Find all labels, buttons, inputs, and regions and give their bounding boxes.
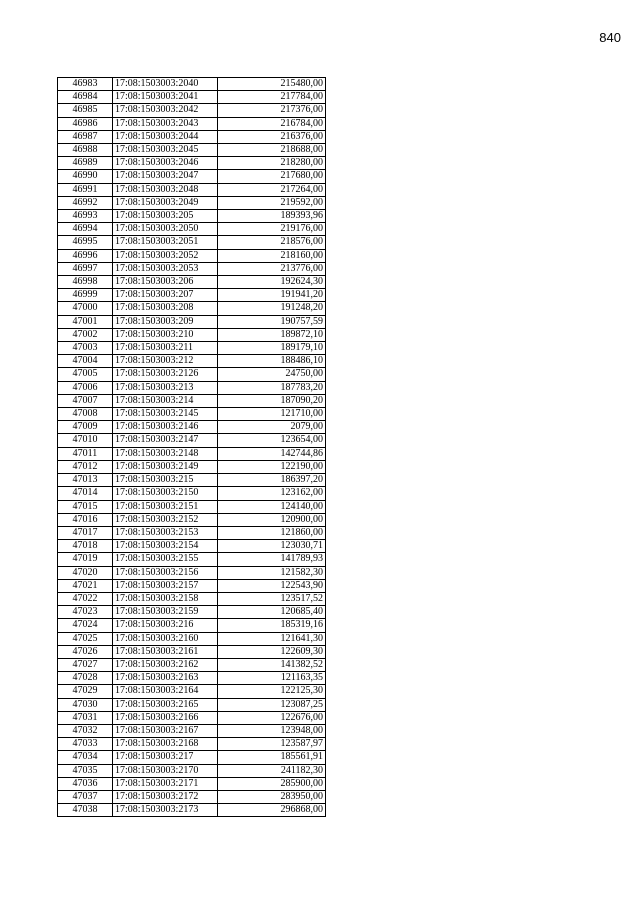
table-row bbox=[58, 804, 326, 817]
table-row bbox=[58, 460, 326, 473]
row-number-cell: 46989 bbox=[58, 157, 113, 170]
cadastral-value-cell: 187090,20 bbox=[218, 394, 326, 407]
cadastral-value-cell: 185561,91 bbox=[218, 751, 326, 764]
cadastral-number-cell: 17:08:1503003:2161 bbox=[113, 645, 218, 658]
cadastral-value-cell: 122125,30 bbox=[218, 685, 326, 698]
cadastral-number-cell: 17:08:1503003:2160 bbox=[113, 632, 218, 645]
table-row bbox=[58, 302, 326, 315]
table-row bbox=[58, 262, 326, 275]
table-row bbox=[58, 421, 326, 434]
cadastral-value-cell: 123948,00 bbox=[218, 724, 326, 737]
cadastral-number-cell: 17:08:1503003:214 bbox=[113, 394, 218, 407]
cadastral-value-cell: 122609,30 bbox=[218, 645, 326, 658]
row-number-cell: 46993 bbox=[58, 210, 113, 223]
row-number-cell: 47019 bbox=[58, 553, 113, 566]
cadastral-number-cell: 17:08:1503003:2126 bbox=[113, 368, 218, 381]
table-row bbox=[58, 500, 326, 513]
table-row bbox=[58, 632, 326, 645]
table-row bbox=[58, 777, 326, 790]
cadastral-number-cell: 17:08:1503003:2168 bbox=[113, 738, 218, 751]
cadastral-value-cell: 142744,86 bbox=[218, 447, 326, 460]
table-row bbox=[58, 698, 326, 711]
cadastral-value-cell: 283950,00 bbox=[218, 790, 326, 803]
row-number-cell: 47004 bbox=[58, 355, 113, 368]
cadastral-value-cell: 120900,00 bbox=[218, 513, 326, 526]
table-row bbox=[58, 78, 326, 91]
cadastral-value-cell: 241182,30 bbox=[218, 764, 326, 777]
cadastral-number-cell: 17:08:1503003:207 bbox=[113, 289, 218, 302]
cadastral-number-cell: 17:08:1503003:2047 bbox=[113, 170, 218, 183]
table-body bbox=[58, 78, 326, 817]
cadastral-value-cell: 216376,00 bbox=[218, 130, 326, 143]
table-row bbox=[58, 315, 326, 328]
row-number-cell: 47017 bbox=[58, 526, 113, 539]
cadastral-number-cell: 17:08:1503003:2052 bbox=[113, 249, 218, 262]
cadastral-number-cell: 17:08:1503003:2148 bbox=[113, 447, 218, 460]
table-row bbox=[58, 170, 326, 183]
cadastral-number-cell: 17:08:1503003:206 bbox=[113, 276, 218, 289]
table-row bbox=[58, 355, 326, 368]
cadastral-number-cell: 17:08:1503003:2165 bbox=[113, 698, 218, 711]
cadastral-value-cell: 217376,00 bbox=[218, 104, 326, 117]
cadastral-number-cell: 17:08:1503003:217 bbox=[113, 751, 218, 764]
row-number-cell: 46992 bbox=[58, 196, 113, 209]
table-row bbox=[58, 751, 326, 764]
row-number-cell: 46998 bbox=[58, 276, 113, 289]
row-number-cell: 47002 bbox=[58, 328, 113, 341]
row-number-cell: 47012 bbox=[58, 460, 113, 473]
row-number-cell: 47001 bbox=[58, 315, 113, 328]
cadastral-value-cell: 189872,10 bbox=[218, 328, 326, 341]
table-row bbox=[58, 513, 326, 526]
row-number-cell: 46984 bbox=[58, 91, 113, 104]
row-number-cell: 47015 bbox=[58, 500, 113, 513]
cadastral-number-cell: 17:08:1503003:2159 bbox=[113, 606, 218, 619]
cadastral-number-cell: 17:08:1503003:2040 bbox=[113, 78, 218, 91]
table-row bbox=[58, 685, 326, 698]
cadastral-number-cell: 17:08:1503003:2149 bbox=[113, 460, 218, 473]
table-row bbox=[58, 526, 326, 539]
cadastral-value-cell: 187783,20 bbox=[218, 381, 326, 394]
cadastral-value-cell: 121860,00 bbox=[218, 526, 326, 539]
cadastral-number-cell: 17:08:1503003:2166 bbox=[113, 711, 218, 724]
row-number-cell: 47006 bbox=[58, 381, 113, 394]
cadastral-number-cell: 17:08:1503003:2163 bbox=[113, 672, 218, 685]
cadastral-value-cell: 213776,00 bbox=[218, 262, 326, 275]
table-row bbox=[58, 368, 326, 381]
row-number-cell: 47022 bbox=[58, 592, 113, 605]
page-number: 840 bbox=[599, 30, 621, 45]
cadastral-value-cell: 218688,00 bbox=[218, 144, 326, 157]
row-number-cell: 46996 bbox=[58, 249, 113, 262]
cadastral-value-cell: 141382,52 bbox=[218, 658, 326, 671]
cadastral-number-cell: 17:08:1503003:2051 bbox=[113, 236, 218, 249]
table-row bbox=[58, 540, 326, 553]
cadastral-number-cell: 17:08:1503003:215 bbox=[113, 474, 218, 487]
cadastral-value-cell: 191941,20 bbox=[218, 289, 326, 302]
row-number-cell: 47033 bbox=[58, 738, 113, 751]
row-number-cell: 47018 bbox=[58, 540, 113, 553]
table-row bbox=[58, 104, 326, 117]
table-row bbox=[58, 210, 326, 223]
row-number-cell: 47011 bbox=[58, 447, 113, 460]
table-row bbox=[58, 157, 326, 170]
cadastral-value-cell: 285900,00 bbox=[218, 777, 326, 790]
cadastral-value-cell: 121582,30 bbox=[218, 566, 326, 579]
cadastral-value-table bbox=[57, 77, 326, 817]
row-number-cell: 47023 bbox=[58, 606, 113, 619]
row-number-cell: 47000 bbox=[58, 302, 113, 315]
cadastral-value-cell: 217264,00 bbox=[218, 183, 326, 196]
table-row bbox=[58, 381, 326, 394]
row-number-cell: 47013 bbox=[58, 474, 113, 487]
cadastral-number-cell: 17:08:1503003:2158 bbox=[113, 592, 218, 605]
cadastral-number-cell: 17:08:1503003:208 bbox=[113, 302, 218, 315]
row-number-cell: 47010 bbox=[58, 434, 113, 447]
cadastral-number-cell: 17:08:1503003:2155 bbox=[113, 553, 218, 566]
table-row bbox=[58, 342, 326, 355]
table-row bbox=[58, 724, 326, 737]
table-row bbox=[58, 249, 326, 262]
cadastral-value-cell: 123030,71 bbox=[218, 540, 326, 553]
cadastral-number-cell: 17:08:1503003:2045 bbox=[113, 144, 218, 157]
table-row bbox=[58, 236, 326, 249]
table-row bbox=[58, 764, 326, 777]
cadastral-number-cell: 17:08:1503003:2147 bbox=[113, 434, 218, 447]
cadastral-number-cell: 17:08:1503003:2167 bbox=[113, 724, 218, 737]
cadastral-value-cell: 121163,35 bbox=[218, 672, 326, 685]
row-number-cell: 46997 bbox=[58, 262, 113, 275]
row-number-cell: 46986 bbox=[58, 117, 113, 130]
row-number-cell: 47024 bbox=[58, 619, 113, 632]
table-row bbox=[58, 223, 326, 236]
table-row bbox=[58, 91, 326, 104]
cadastral-number-cell: 17:08:1503003:2151 bbox=[113, 500, 218, 513]
cadastral-number-cell: 17:08:1503003:2152 bbox=[113, 513, 218, 526]
table-row bbox=[58, 196, 326, 209]
row-number-cell: 47037 bbox=[58, 790, 113, 803]
cadastral-number-cell: 17:08:1503003:2044 bbox=[113, 130, 218, 143]
row-number-cell: 47007 bbox=[58, 394, 113, 407]
cadastral-number-cell: 17:08:1503003:209 bbox=[113, 315, 218, 328]
row-number-cell: 47035 bbox=[58, 764, 113, 777]
cadastral-value-cell: 186397,20 bbox=[218, 474, 326, 487]
cadastral-number-cell: 17:08:1503003:211 bbox=[113, 342, 218, 355]
table-row bbox=[58, 672, 326, 685]
row-number-cell: 47009 bbox=[58, 421, 113, 434]
cadastral-value-cell: 122543,90 bbox=[218, 579, 326, 592]
cadastral-number-cell: 17:08:1503003:212 bbox=[113, 355, 218, 368]
row-number-cell: 46990 bbox=[58, 170, 113, 183]
table-row bbox=[58, 328, 326, 341]
cadastral-value-cell: 296868,00 bbox=[218, 804, 326, 817]
cadastral-number-cell: 17:08:1503003:2049 bbox=[113, 196, 218, 209]
table-row bbox=[58, 658, 326, 671]
table-row bbox=[58, 183, 326, 196]
cadastral-value-cell: 123587,97 bbox=[218, 738, 326, 751]
cadastral-number-cell: 17:08:1503003:2041 bbox=[113, 91, 218, 104]
cadastral-value-cell: 215480,00 bbox=[218, 78, 326, 91]
cadastral-number-cell: 17:08:1503003:210 bbox=[113, 328, 218, 341]
row-number-cell: 47029 bbox=[58, 685, 113, 698]
table-row bbox=[58, 447, 326, 460]
row-number-cell: 47003 bbox=[58, 342, 113, 355]
cadastral-value-cell: 123162,00 bbox=[218, 487, 326, 500]
row-number-cell: 47032 bbox=[58, 724, 113, 737]
row-number-cell: 46987 bbox=[58, 130, 113, 143]
table-row bbox=[58, 130, 326, 143]
table-row bbox=[58, 144, 326, 157]
cadastral-number-cell: 17:08:1503003:2154 bbox=[113, 540, 218, 553]
cadastral-value-cell: 189179,10 bbox=[218, 342, 326, 355]
row-number-cell: 46994 bbox=[58, 223, 113, 236]
row-number-cell: 47021 bbox=[58, 579, 113, 592]
table-row bbox=[58, 434, 326, 447]
cadastral-value-cell: 120685,40 bbox=[218, 606, 326, 619]
cadastral-value-cell: 217784,00 bbox=[218, 91, 326, 104]
cadastral-number-cell: 17:08:1503003:2053 bbox=[113, 262, 218, 275]
row-number-cell: 47005 bbox=[58, 368, 113, 381]
row-number-cell: 47026 bbox=[58, 645, 113, 658]
row-number-cell: 47008 bbox=[58, 408, 113, 421]
cadastral-value-cell: 122676,00 bbox=[218, 711, 326, 724]
table-row bbox=[58, 289, 326, 302]
cadastral-value-cell: 123517,52 bbox=[218, 592, 326, 605]
cadastral-number-cell: 17:08:1503003:2146 bbox=[113, 421, 218, 434]
cadastral-value-cell: 218160,00 bbox=[218, 249, 326, 262]
cadastral-number-cell: 17:08:1503003:2043 bbox=[113, 117, 218, 130]
row-number-cell: 47030 bbox=[58, 698, 113, 711]
cadastral-value-cell: 188486,10 bbox=[218, 355, 326, 368]
row-number-cell: 47034 bbox=[58, 751, 113, 764]
cadastral-number-cell: 17:08:1503003:2145 bbox=[113, 408, 218, 421]
row-number-cell: 46999 bbox=[58, 289, 113, 302]
cadastral-value-cell: 219592,00 bbox=[218, 196, 326, 209]
cadastral-number-cell: 17:08:1503003:2042 bbox=[113, 104, 218, 117]
cadastral-value-cell: 123654,00 bbox=[218, 434, 326, 447]
table-row bbox=[58, 579, 326, 592]
row-number-cell: 47025 bbox=[58, 632, 113, 645]
table-row bbox=[58, 592, 326, 605]
table-row bbox=[58, 553, 326, 566]
cadastral-value-cell: 141789,93 bbox=[218, 553, 326, 566]
cadastral-number-cell: 17:08:1503003:2172 bbox=[113, 790, 218, 803]
cadastral-number-cell: 17:08:1503003:213 bbox=[113, 381, 218, 394]
cadastral-value-cell: 217680,00 bbox=[218, 170, 326, 183]
cadastral-value-cell: 123087,25 bbox=[218, 698, 326, 711]
row-number-cell: 46985 bbox=[58, 104, 113, 117]
table-row bbox=[58, 566, 326, 579]
row-number-cell: 47016 bbox=[58, 513, 113, 526]
cadastral-value-cell: 191248,20 bbox=[218, 302, 326, 315]
table-row bbox=[58, 487, 326, 500]
row-number-cell: 47038 bbox=[58, 804, 113, 817]
cadastral-number-cell: 17:08:1503003:2156 bbox=[113, 566, 218, 579]
table-row bbox=[58, 738, 326, 751]
cadastral-number-cell: 17:08:1503003:2157 bbox=[113, 579, 218, 592]
row-number-cell: 46988 bbox=[58, 144, 113, 157]
table-row bbox=[58, 790, 326, 803]
cadastral-number-cell: 17:08:1503003:2173 bbox=[113, 804, 218, 817]
table-row bbox=[58, 117, 326, 130]
table-row bbox=[58, 606, 326, 619]
row-number-cell: 47020 bbox=[58, 566, 113, 579]
row-number-cell: 47014 bbox=[58, 487, 113, 500]
table-row bbox=[58, 711, 326, 724]
cadastral-number-cell: 17:08:1503003:2171 bbox=[113, 777, 218, 790]
cadastral-value-cell: 218280,00 bbox=[218, 157, 326, 170]
cadastral-number-cell: 17:08:1503003:2150 bbox=[113, 487, 218, 500]
cadastral-number-cell: 17:08:1503003:2164 bbox=[113, 685, 218, 698]
table-row bbox=[58, 408, 326, 421]
cadastral-value-cell: 185319,16 bbox=[218, 619, 326, 632]
row-number-cell: 46983 bbox=[58, 78, 113, 91]
row-number-cell: 46995 bbox=[58, 236, 113, 249]
table-row bbox=[58, 394, 326, 407]
cadastral-number-cell: 17:08:1503003:2162 bbox=[113, 658, 218, 671]
table-row bbox=[58, 619, 326, 632]
cadastral-number-cell: 17:08:1503003:2153 bbox=[113, 526, 218, 539]
cadastral-value-cell: 2079,00 bbox=[218, 421, 326, 434]
cadastral-number-cell: 17:08:1503003:2170 bbox=[113, 764, 218, 777]
cadastral-number-cell: 17:08:1503003:205 bbox=[113, 210, 218, 223]
cadastral-value-cell: 219176,00 bbox=[218, 223, 326, 236]
row-number-cell: 47036 bbox=[58, 777, 113, 790]
cadastral-value-cell: 189393,96 bbox=[218, 210, 326, 223]
row-number-cell: 47028 bbox=[58, 672, 113, 685]
cadastral-value-cell: 122190,00 bbox=[218, 460, 326, 473]
cadastral-value-cell: 218576,00 bbox=[218, 236, 326, 249]
cadastral-value-cell: 124140,00 bbox=[218, 500, 326, 513]
row-number-cell: 47031 bbox=[58, 711, 113, 724]
cadastral-number-cell: 17:08:1503003:2046 bbox=[113, 157, 218, 170]
cadastral-number-cell: 17:08:1503003:216 bbox=[113, 619, 218, 632]
cadastral-value-cell: 190757,59 bbox=[218, 315, 326, 328]
table-row bbox=[58, 645, 326, 658]
cadastral-number-cell: 17:08:1503003:2050 bbox=[113, 223, 218, 236]
cadastral-value-cell: 121641,30 bbox=[218, 632, 326, 645]
cadastral-value-cell: 192624,30 bbox=[218, 276, 326, 289]
row-number-cell: 47027 bbox=[58, 658, 113, 671]
table-row bbox=[58, 276, 326, 289]
cadastral-value-cell: 216784,00 bbox=[218, 117, 326, 130]
cadastral-value-cell: 24750,00 bbox=[218, 368, 326, 381]
table-row bbox=[58, 474, 326, 487]
row-number-cell: 46991 bbox=[58, 183, 113, 196]
cadastral-value-cell: 121710,00 bbox=[218, 408, 326, 421]
cadastral-number-cell: 17:08:1503003:2048 bbox=[113, 183, 218, 196]
